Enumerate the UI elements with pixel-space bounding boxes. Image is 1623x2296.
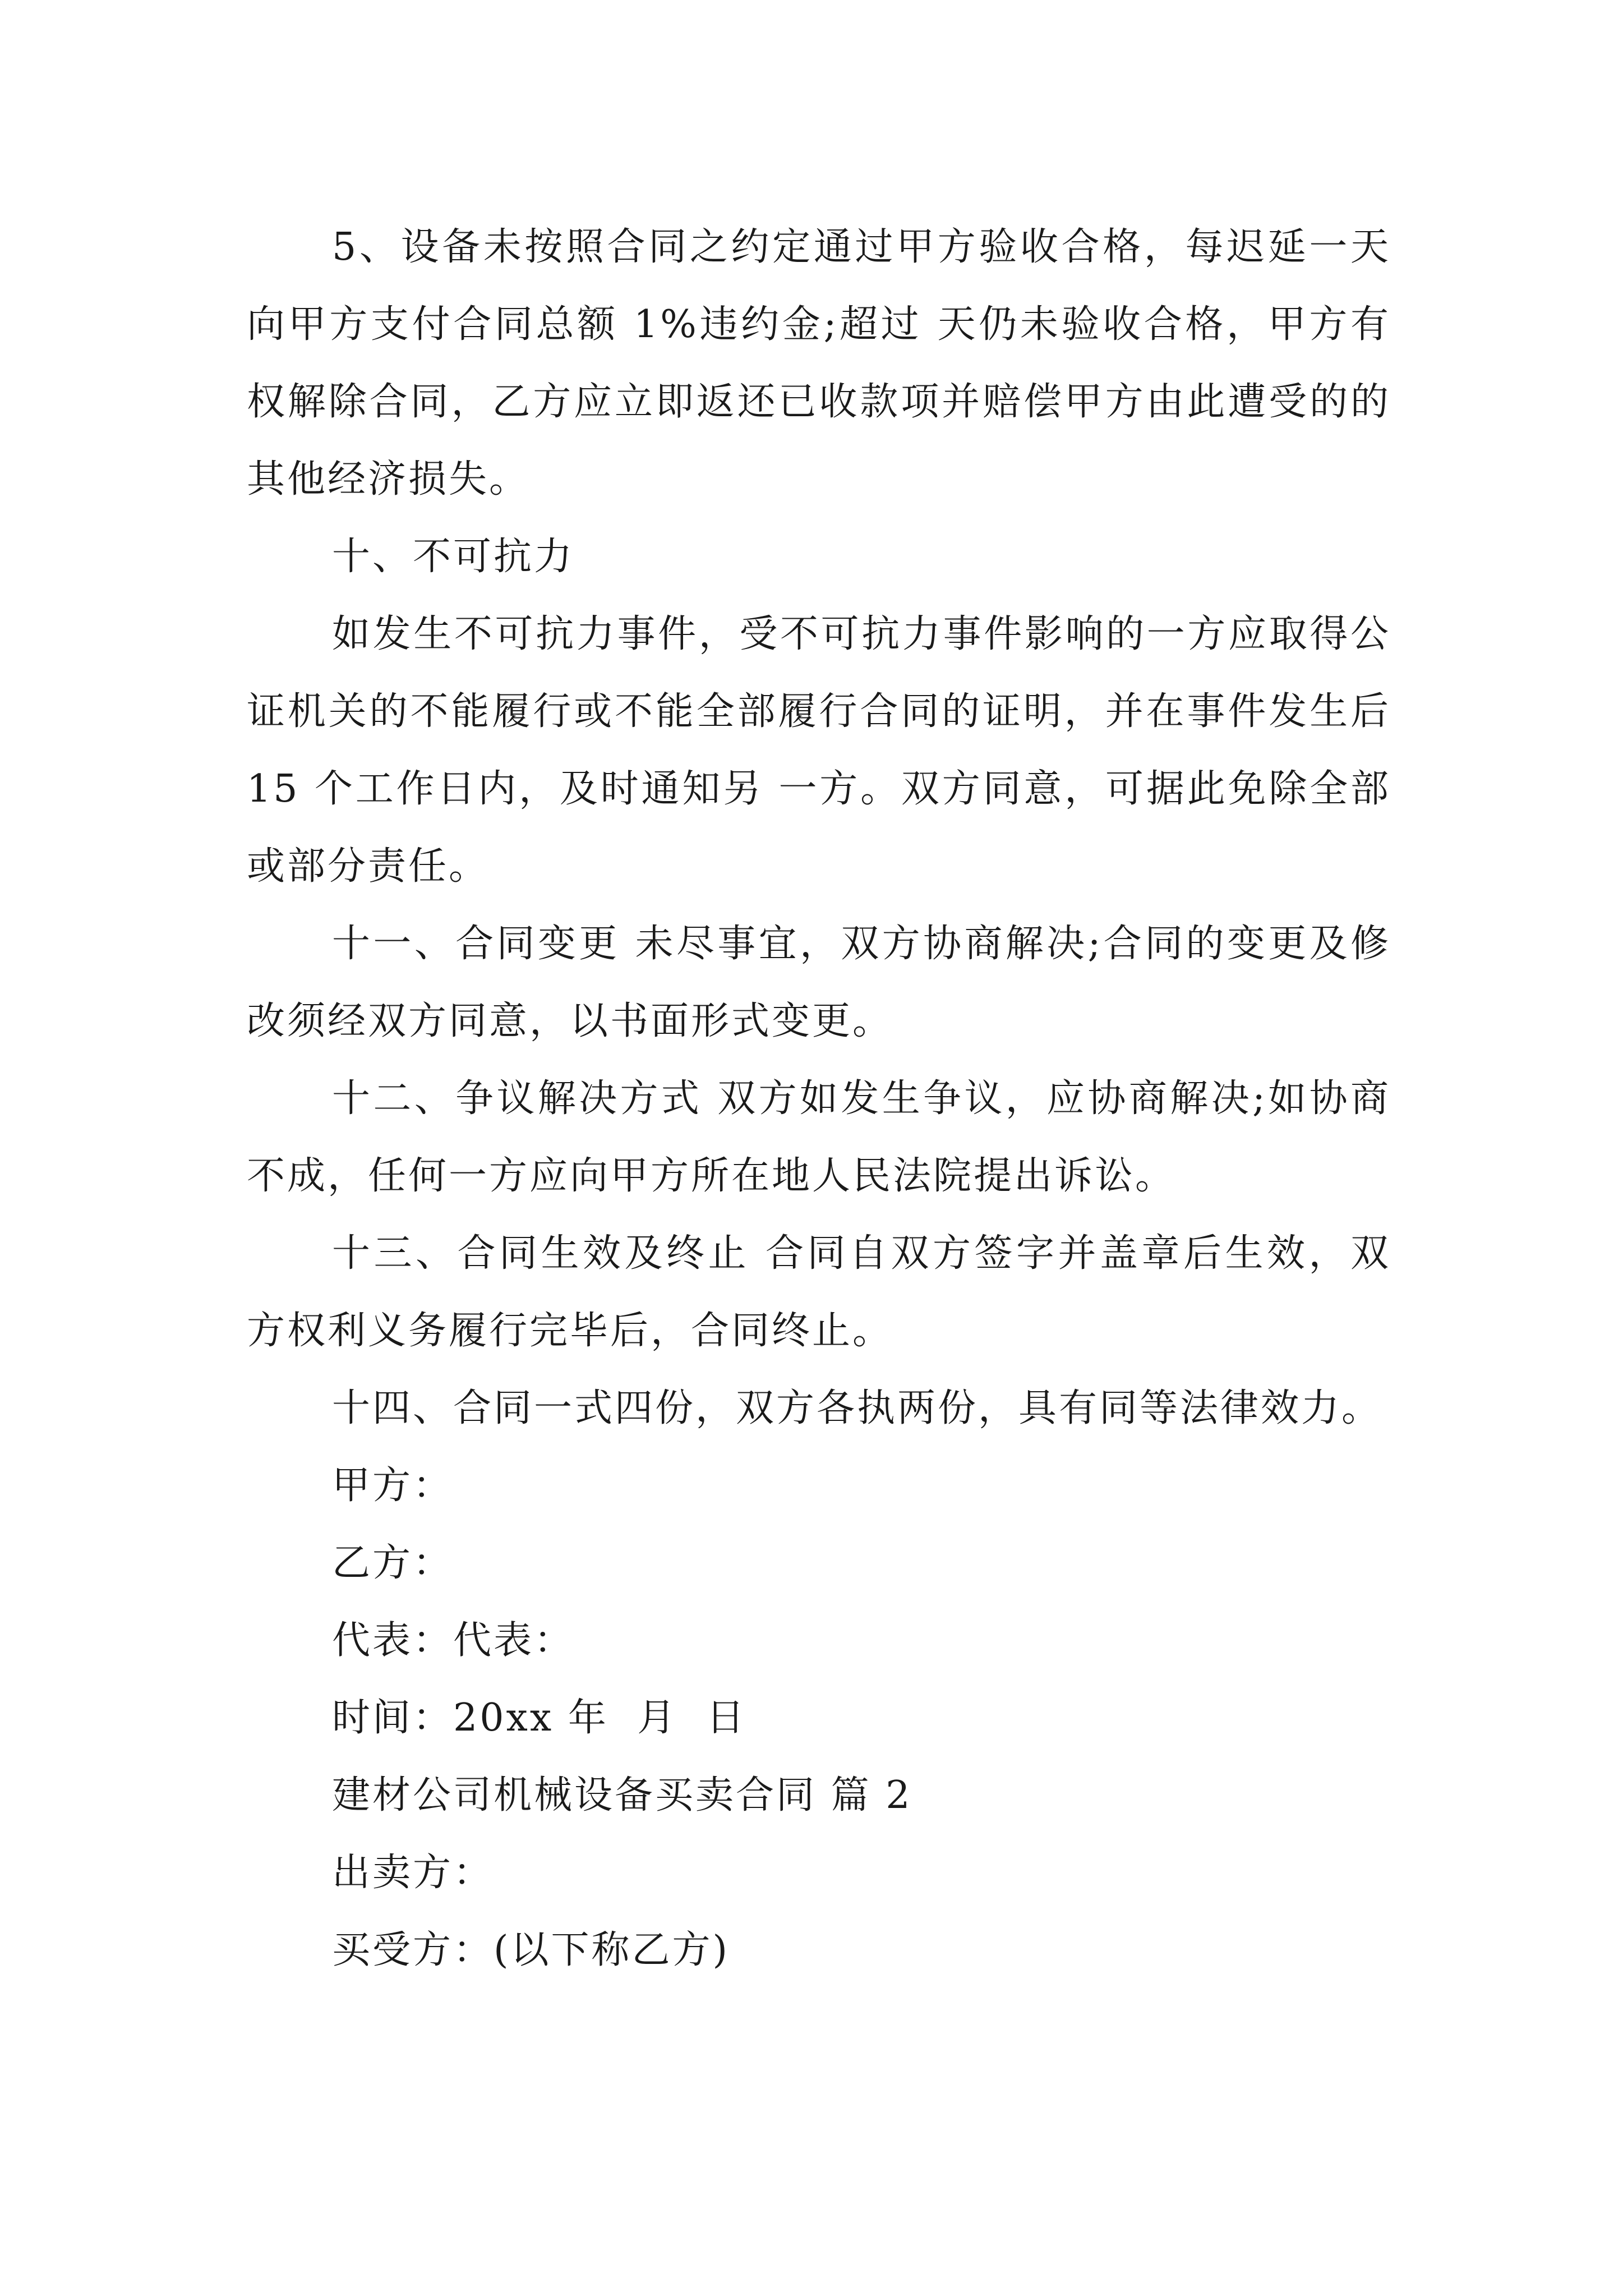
buyer-label: 买受方：(以下称乙方): [332, 1928, 730, 1972]
date-label: 时间：20xx 年 月 日: [332, 1696, 747, 1740]
document-body: [247, 209, 1391, 1989]
paragraph-dispute-resolution: 十二、争议解决方式 双方如发生争议，应协商解决;如协商不成，任何一方应向甲方所在地人民法院提出诉讼。: [247, 1076, 1391, 1198]
representative-label: 代表：代表：: [332, 1618, 575, 1663]
seller-label: 出卖方：: [332, 1851, 494, 1895]
party-a-label: 甲方：: [332, 1464, 454, 1508]
paragraph-acceptance-penalty: 5、设备未按照合同之约定通过甲方验收合格，每迟延一天向甲方支付合同总额 1%违约金;超过 天仍未验收合格，甲方有权解除合同，乙方应立即返还已收款项并赔偿甲方由此遭受的的其他经济损失。: [247, 225, 1391, 501]
heading-force-majeure: 十、不可抗力: [332, 535, 575, 579]
paragraph-effect-termination: 十三、合同生效及终止 合同自双方签字并盖章后生效，双方权利义务履行完毕后，合同终止。: [247, 1231, 1391, 1353]
paragraph-contract-change: 十一、合同变更 未尽事宜，双方协商解决;合同的变更及修改须经双方同意，以书面形式变更。: [247, 922, 1391, 1043]
section-title: 建材公司机械设备买卖合同 篇 2: [332, 1773, 912, 1818]
party-b-label: 乙方：: [332, 1541, 454, 1585]
paragraph-copies: 十四、合同一式四份，双方各执两份，具有同等法律效力。: [332, 1386, 1382, 1430]
paragraph-force-majeure: 如发生不可抗力事件，受不可抗力事件影响的一方应取得公证机关的不能履行或不能全部履行合同的证明，并在事件发生后 15 个工作日内，及时通知另 一方。双方同意，可据此免除全部或部分责任。: [247, 612, 1391, 889]
